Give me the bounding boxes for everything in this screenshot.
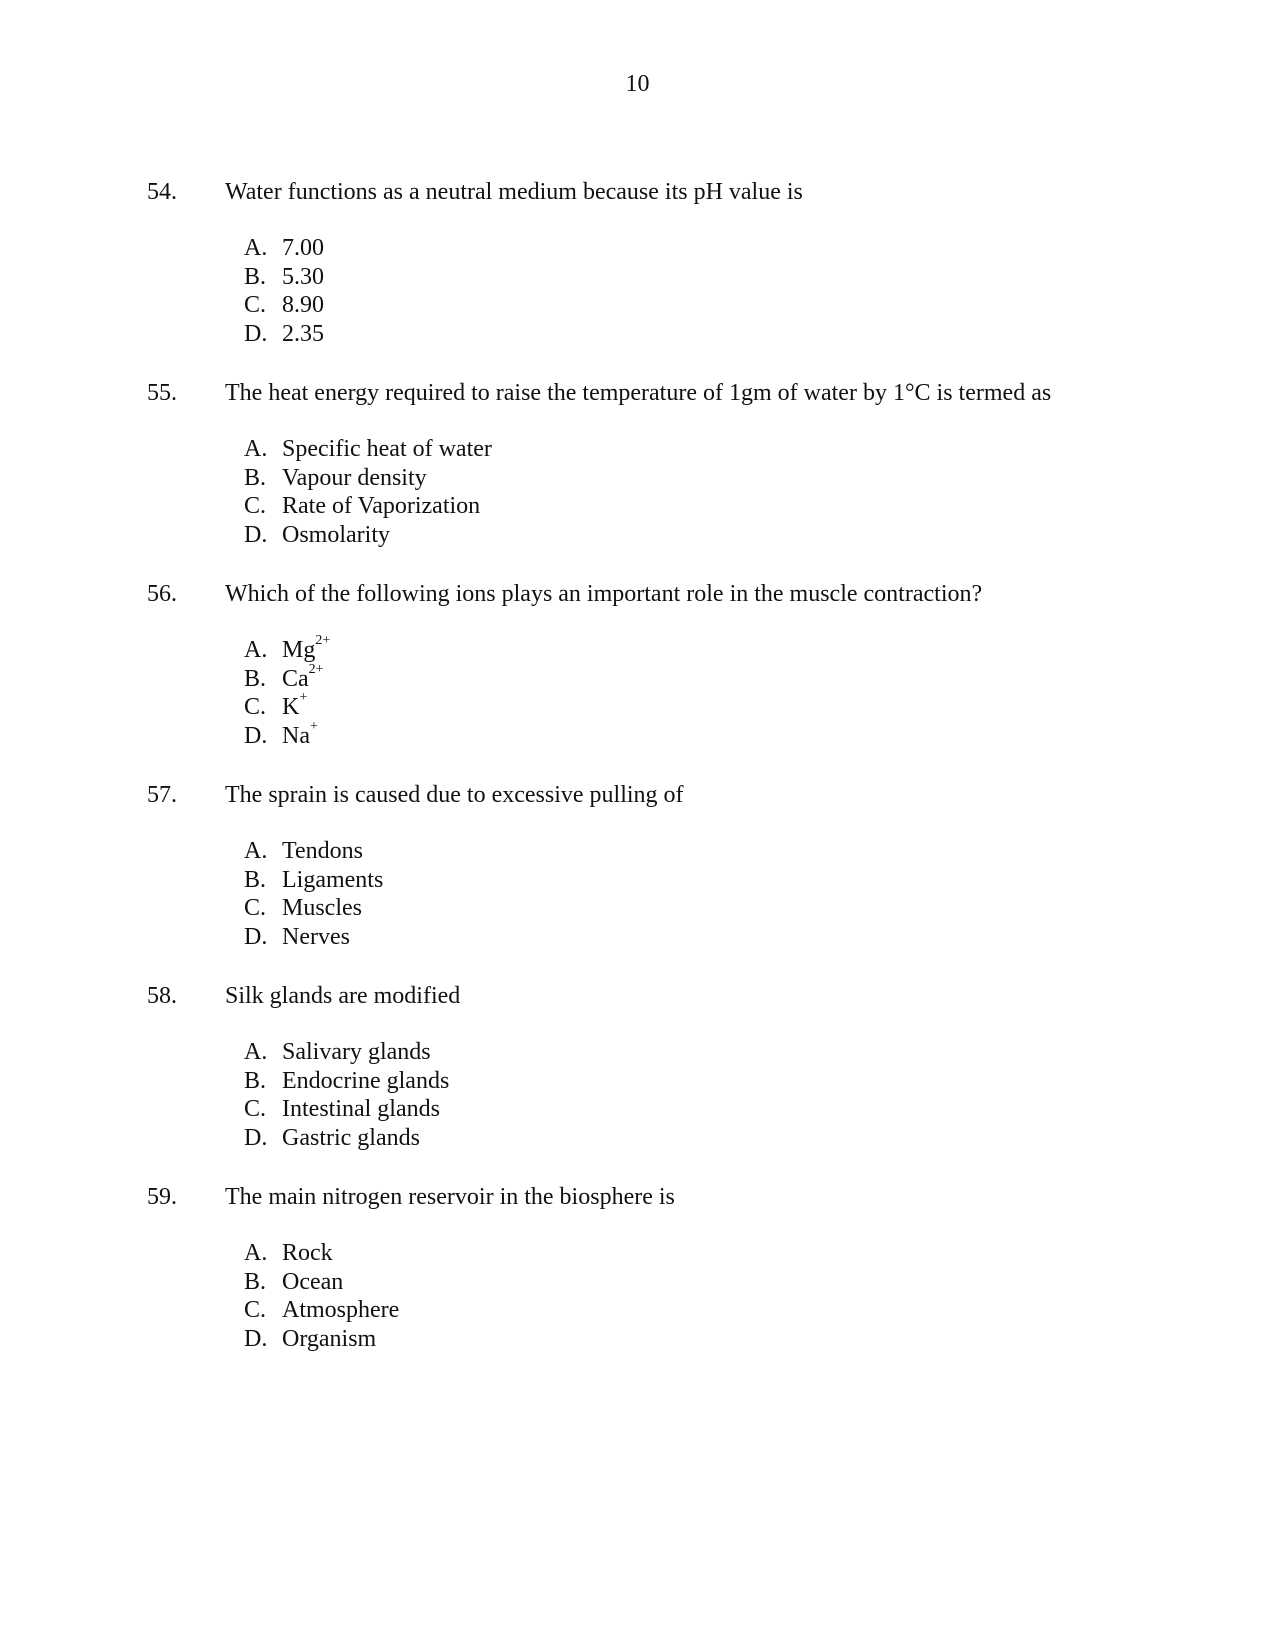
option-text: Mg bbox=[282, 637, 316, 663]
ion-charge: + bbox=[299, 690, 308, 706]
option-text: 8.90 bbox=[282, 292, 324, 319]
options-list bbox=[244, 1239, 399, 1354]
option-b bbox=[244, 464, 492, 493]
question-number: 59. bbox=[147, 1184, 177, 1210]
option-c bbox=[244, 894, 383, 923]
ion-charge: 2+ bbox=[308, 661, 324, 677]
option-letter: A. bbox=[244, 1039, 268, 1065]
option-text: Vapour density bbox=[282, 464, 427, 491]
option-text: Rate of Vaporization bbox=[282, 493, 481, 520]
option-a bbox=[244, 1038, 449, 1067]
option-letter: B. bbox=[244, 1268, 267, 1295]
option-d bbox=[244, 719, 330, 751]
option-a bbox=[244, 837, 383, 866]
option-letter: D. bbox=[244, 924, 268, 951]
question-text: The main nitrogen reservoir in the biosphere is bbox=[225, 1184, 675, 1210]
option-d bbox=[244, 923, 383, 952]
option-b bbox=[244, 661, 330, 694]
option-letter: A. bbox=[244, 235, 268, 261]
question-56 bbox=[147, 579, 1147, 780]
option-letter: C. bbox=[244, 1297, 267, 1324]
question-text: Which of the following ions plays an important role in the muscle contraction? bbox=[225, 581, 983, 607]
option-c bbox=[244, 291, 324, 320]
option-letter: B. bbox=[244, 1067, 267, 1094]
option-d bbox=[244, 1124, 449, 1153]
option-text: Salivary glands bbox=[282, 1039, 431, 1065]
question-text: The sprain is caused due to excessive pulling of bbox=[225, 782, 684, 808]
option-text: Nerves bbox=[282, 924, 350, 951]
option-letter: A. bbox=[244, 637, 268, 663]
option-text: K bbox=[282, 694, 300, 721]
question-number: 55. bbox=[147, 380, 177, 406]
option-a bbox=[244, 435, 492, 464]
page-number: 10 bbox=[625, 71, 650, 97]
option-b bbox=[244, 263, 324, 292]
option-letter: C. bbox=[244, 493, 267, 520]
option-text: Organism bbox=[282, 1326, 377, 1353]
option-text: Osmolarity bbox=[282, 522, 390, 549]
option-text: Ligaments bbox=[282, 866, 384, 893]
option-c bbox=[244, 1095, 449, 1124]
option-letter: A. bbox=[244, 838, 268, 864]
question-58 bbox=[147, 981, 1147, 1182]
options-list bbox=[244, 633, 331, 751]
question-54 bbox=[147, 177, 1147, 378]
option-letter: D. bbox=[244, 522, 268, 549]
option-d bbox=[244, 320, 324, 349]
question-number: 54. bbox=[147, 179, 177, 205]
option-letter: D. bbox=[244, 1125, 268, 1152]
option-letter: D. bbox=[244, 321, 268, 348]
options-list bbox=[244, 435, 492, 550]
option-text: Ocean bbox=[282, 1268, 344, 1295]
option-d bbox=[244, 1325, 399, 1354]
question-text: The heat energy required to raise the temperature of 1gm of water by 1°C is termed as bbox=[225, 380, 1052, 406]
question-text: Silk glands are modified bbox=[225, 983, 461, 1009]
option-text: 2.35 bbox=[282, 321, 324, 348]
option-letter: C. bbox=[244, 694, 267, 721]
option-letter: D. bbox=[244, 1326, 268, 1353]
option-text: 5.30 bbox=[282, 263, 324, 290]
option-text: Tendons bbox=[282, 838, 363, 864]
question-55 bbox=[147, 378, 1147, 579]
option-text: Atmosphere bbox=[282, 1297, 400, 1324]
option-letter: C. bbox=[244, 292, 267, 319]
question-text: Water functions as a neutral medium because its pH value is bbox=[225, 179, 803, 205]
option-letter: D. bbox=[244, 723, 268, 750]
question-number: 58. bbox=[147, 983, 177, 1009]
option-letter: A. bbox=[244, 436, 268, 462]
option-letter: B. bbox=[244, 866, 267, 893]
question-57 bbox=[147, 780, 1147, 981]
option-letter: B. bbox=[244, 665, 267, 692]
option-letter: A. bbox=[244, 1240, 268, 1266]
option-a bbox=[244, 1239, 399, 1268]
option-text: Intestinal glands bbox=[282, 1096, 440, 1123]
options-list bbox=[244, 1038, 449, 1153]
option-c bbox=[244, 690, 330, 722]
option-d bbox=[244, 521, 492, 550]
option-text: 7.00 bbox=[282, 235, 324, 261]
option-b bbox=[244, 1268, 399, 1297]
option-text: Gastric glands bbox=[282, 1125, 420, 1152]
ion-charge: + bbox=[309, 719, 318, 735]
option-text: Na bbox=[282, 723, 310, 750]
option-letter: C. bbox=[244, 895, 267, 922]
options-list bbox=[244, 234, 324, 349]
option-text: Muscles bbox=[282, 895, 362, 922]
options-list bbox=[244, 837, 383, 952]
option-c bbox=[244, 492, 492, 521]
question-59 bbox=[147, 1182, 1147, 1383]
option-a bbox=[244, 234, 324, 263]
option-text: Endocrine glands bbox=[282, 1067, 450, 1094]
option-text: Ca bbox=[282, 665, 309, 692]
option-letter: C. bbox=[244, 1096, 267, 1123]
option-b bbox=[244, 1067, 449, 1096]
option-b bbox=[244, 866, 383, 895]
option-a bbox=[244, 633, 331, 665]
question-number: 56. bbox=[147, 581, 177, 607]
option-text: Specific heat of water bbox=[282, 436, 492, 462]
option-letter: B. bbox=[244, 263, 267, 290]
option-letter: B. bbox=[244, 464, 267, 491]
question-number: 57. bbox=[147, 782, 177, 808]
ion-charge: 2+ bbox=[315, 633, 331, 648]
option-c bbox=[244, 1296, 399, 1325]
option-text: Rock bbox=[282, 1240, 333, 1266]
question-list bbox=[147, 177, 1147, 1383]
